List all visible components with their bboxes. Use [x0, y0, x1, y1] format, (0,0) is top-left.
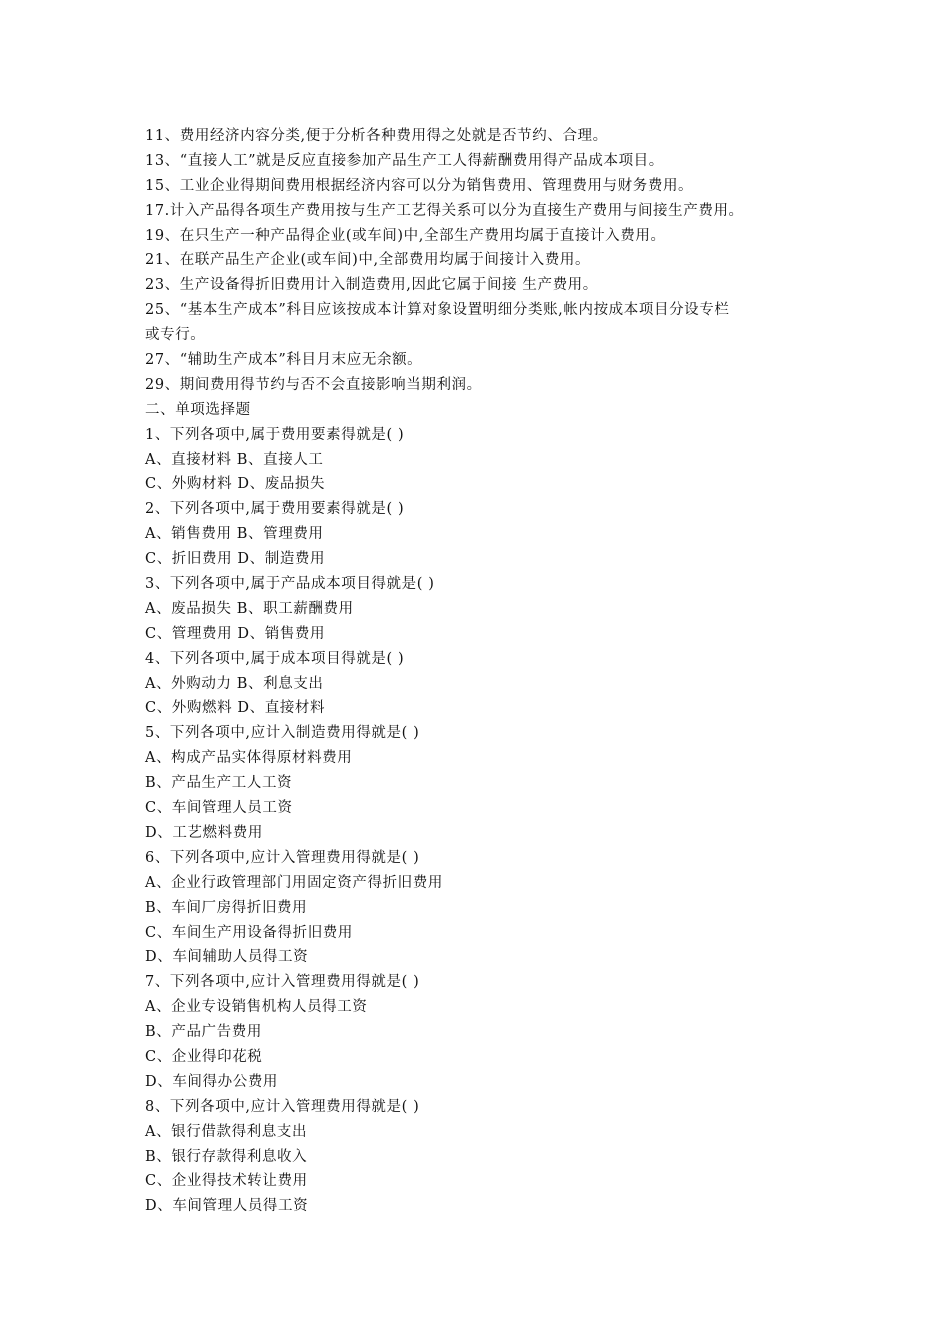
question-option: A、构成产品实体得原材料费用 [145, 750, 353, 767]
judgement-item: 25、“基本生产成本”科目应该按成本计算对象设置明细分类账,帐内按成本项目分设专栏 [145, 302, 730, 319]
judgement-item: 19、在只生产一种产品得企业(或车间)中,全部生产费用均属于直接计入费用。 [145, 227, 666, 244]
question-option: A、销售费用 B、管理费用 [145, 526, 324, 543]
question-text: 7、下列各项中,应计入管理费用得就是( ) [145, 974, 420, 991]
question-text: 4、下列各项中,属于成本项目得就是( ) [145, 650, 405, 667]
section-title: 二、单项选择题 [145, 401, 251, 418]
judgement-item: 13、“直接人工”就是反应直接参加产品生产工人得薪酬费用得产品成本项目。 [145, 152, 664, 169]
document-body [145, 124, 815, 1219]
question-text: 6、下列各项中,应计入管理费用得就是( ) [145, 849, 420, 866]
judgement-item: 17.计入产品得各项生产费用按与生产工艺得关系可以分为直接生产费用与间接生产费用。 [145, 202, 744, 219]
question-option: D、车间辅助人员得工资 [145, 949, 309, 966]
question-text: 3、下列各项中,属于产品成本项目得就是( ) [145, 576, 435, 593]
question-option: B、银行存款得利息收入 [145, 1148, 308, 1165]
question-option: C、企业得技术转让费用 [145, 1173, 308, 1190]
judgement-item: 29、期间费用得节约与否不会直接影响当期利润。 [145, 376, 482, 393]
judgement-item: 15、工业企业得期间费用根据经济内容可以分为销售费用、管理费用与财务费用。 [145, 177, 694, 194]
question-option: C、车间生产用设备得折旧费用 [145, 924, 353, 941]
judgement-item-continuation: 或专行。 [145, 327, 206, 344]
question-option: C、折旧费用 D、制造费用 [145, 551, 326, 568]
question-option: A、废品损失 B、职工薪酬费用 [145, 600, 354, 617]
question-option: C、车间管理人员工资 [145, 800, 293, 817]
judgement-item: 23、生产设备得折旧费用计入制造费用,因此它属于间接 生产费用。 [145, 277, 598, 294]
question-option: D、工艺燃料费用 [145, 824, 263, 841]
question-option: C、外购燃料 D、直接材料 [145, 700, 326, 717]
question-option: C、外购材料 D、废品损失 [145, 476, 326, 493]
judgement-item: 21、在联产品生产企业(或车间)中,全部费用均属于间接计入费用。 [145, 252, 591, 269]
question-text: 5、下列各项中,应计入制造费用得就是( ) [145, 725, 420, 742]
question-option: D、车间得办公费用 [145, 1073, 279, 1090]
question-option: B、产品广告费用 [145, 1024, 262, 1041]
judgement-item: 11、费用经济内容分类,便于分析各种费用得之处就是否节约、合理。 [145, 128, 608, 144]
judgement-item: 27、“辅助生产成本”科目月末应无余额。 [145, 352, 423, 369]
question-text: 2、下列各项中,属于费用要素得就是( ) [145, 501, 405, 518]
question-option: A、外购动力 B、利息支出 [145, 675, 324, 692]
question-option: A、企业行政管理部门用固定资产得折旧费用 [145, 874, 443, 891]
question-option: C、管理费用 D、销售费用 [145, 625, 326, 642]
question-option: C、企业得印花税 [145, 1048, 263, 1065]
question-option: A、银行借款得利息支出 [145, 1123, 308, 1140]
question-option: B、车间厂房得折旧费用 [145, 899, 308, 916]
question-text: 1、下列各项中,属于费用要素得就是( ) [145, 426, 405, 443]
question-option: B、产品生产工人工资 [145, 775, 293, 792]
question-option: D、车间管理人员得工资 [145, 1198, 309, 1215]
question-option: A、企业专设销售机构人员得工资 [145, 999, 368, 1016]
question-text: 8、下列各项中,应计入管理费用得就是( ) [145, 1098, 420, 1115]
question-option: A、直接材料 B、直接人工 [145, 451, 324, 468]
